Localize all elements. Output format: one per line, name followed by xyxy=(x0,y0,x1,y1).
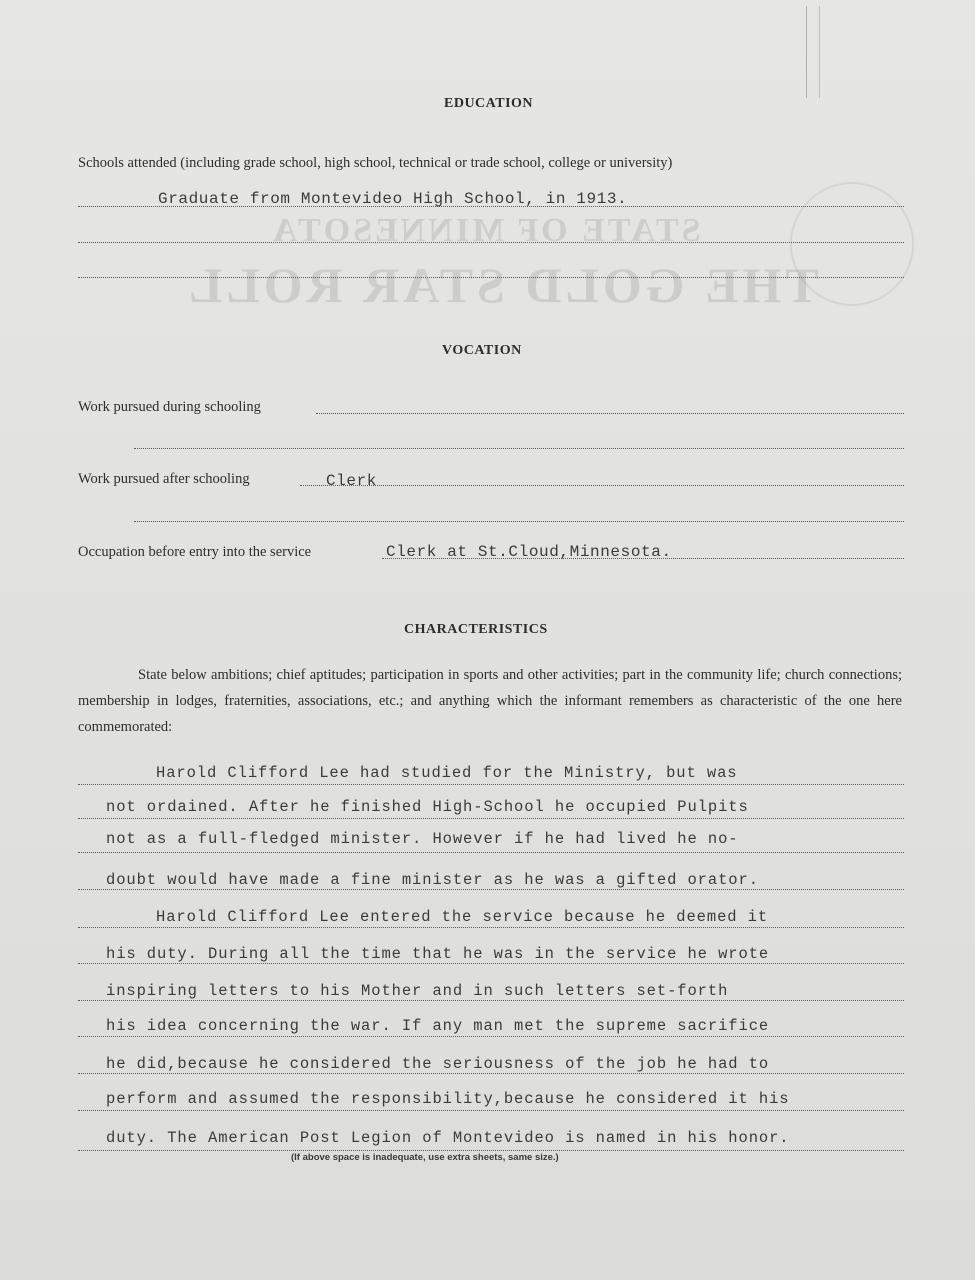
char-text-10: perform and assumed the responsibility,because he considered it his xyxy=(106,1090,790,1108)
pencil-mark xyxy=(806,6,820,98)
char-line-8 xyxy=(78,1036,904,1037)
char-line-10 xyxy=(78,1110,904,1111)
work-after-label: Work pursued after schooling xyxy=(78,471,250,487)
work-during-label: Work pursued during schooling xyxy=(78,399,261,415)
work-after-value: Clerk xyxy=(326,472,378,490)
schools-label: Schools attended (including grade school, high school, technical or trade school, college or university) xyxy=(78,155,673,171)
vocation-heading: VOCATION xyxy=(442,343,522,358)
char-line-9 xyxy=(78,1073,904,1074)
char-text-3: not as a full-fledged minister. However if he had lived he no- xyxy=(106,830,739,848)
char-line-6 xyxy=(78,963,904,964)
schools-value-1: Graduate from Montevideo High School, in 1913. xyxy=(158,190,628,208)
char-text-11: duty. The American Post Legion of Montevideo is named in his honor. xyxy=(106,1129,790,1147)
char-line-7 xyxy=(78,1000,904,1001)
bleed-through-state: STATE OF MINNESOTA xyxy=(270,212,701,249)
char-line-5 xyxy=(78,927,904,928)
occupation-value: Clerk at St.Cloud,Minnesota. xyxy=(386,543,672,561)
occupation-label: Occupation before entry into the service xyxy=(78,544,312,560)
char-text-7: inspiring letters to his Mother and in such letters set-forth xyxy=(106,982,729,1000)
characteristics-heading: CHARACTERISTICS xyxy=(404,622,548,637)
char-line-11 xyxy=(78,1150,904,1151)
char-text-6: his duty. During all the time that he was in the service he wrote xyxy=(106,945,770,963)
schools-line-2 xyxy=(78,242,904,243)
schools-line-3 xyxy=(78,277,904,278)
char-text-8: his idea concerning the war. If any man met the supreme sacrifice xyxy=(106,1017,770,1035)
char-text-1: Harold Clifford Lee had studied for the Ministry, but was xyxy=(156,764,738,782)
work-during-line-2 xyxy=(134,448,904,449)
work-after-line-2 xyxy=(134,521,904,522)
char-line-4 xyxy=(78,889,904,890)
work-after-line-1 xyxy=(300,485,904,486)
space-footnote: (If above space is inadequate, use extra sheets, same size.) xyxy=(291,1152,559,1163)
education-heading: EDUCATION xyxy=(444,96,534,111)
work-during-line-1 xyxy=(316,413,904,414)
char-line-2 xyxy=(78,818,904,819)
characteristics-instructions: State below ambitions; chief aptitudes; participation in sports and other activities; part in the community life; church connections; membership in lodges, fraternities, associations, etc.; and anything which the informant remembers as characteristic of the one here commemorated: xyxy=(78,667,902,735)
char-line-1 xyxy=(78,784,904,785)
char-text-2: not ordained. After he finished High-School he occupied Pulpits xyxy=(106,798,749,816)
char-text-4: doubt would have made a fine minister as he was a gifted orator. xyxy=(106,871,759,889)
char-line-3 xyxy=(78,852,904,853)
char-text-9: he did,because he considered the seriousness of the job he had to xyxy=(106,1055,770,1073)
char-text-5: Harold Clifford Lee entered the service because he deemed it xyxy=(156,908,769,926)
bleed-through-seal xyxy=(790,182,914,306)
bleed-through-title: THE GOLD STAR ROLL xyxy=(185,257,819,313)
